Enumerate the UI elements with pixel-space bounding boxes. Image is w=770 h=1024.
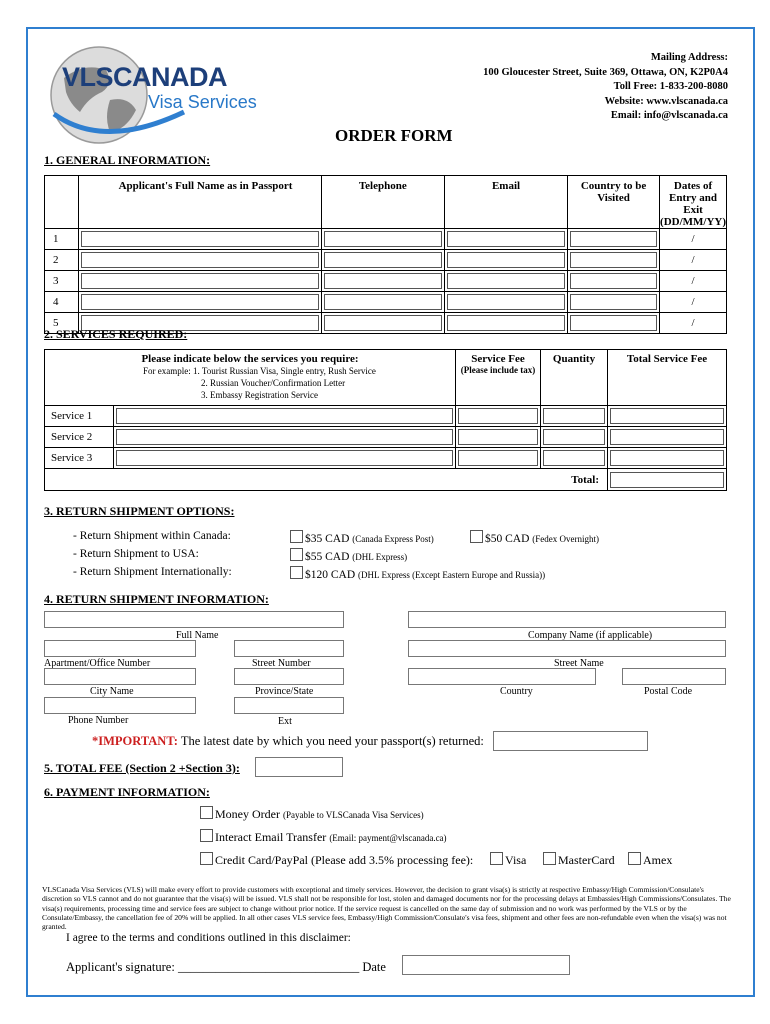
ext-field[interactable] xyxy=(234,697,344,714)
important-note: *IMPORTANT: The latest date by which you need your passport(s) returned: xyxy=(92,734,484,748)
email-input[interactable] xyxy=(447,315,565,331)
apartment-field[interactable] xyxy=(44,640,196,657)
quantity-input[interactable] xyxy=(543,450,605,466)
services-table: Please indicate below the services you require: For example: 1. Tourist Russian Visa, Single entry, Rush Service 2. Russian Voucher/Confirmation Letter 3. Embassy Registration Service Service Fee (Please include tax) Quantity Total Service Fee Service 1 Service 2 Service 3 Total: xyxy=(44,349,727,491)
full-name-field[interactable] xyxy=(44,611,344,628)
city-field[interactable] xyxy=(44,668,196,685)
fee-input[interactable] xyxy=(458,450,538,466)
telephone-input[interactable] xyxy=(324,231,442,247)
mailing-address: Mailing Address: 100 Gloucester Street, Suite 369, Ottawa, ON, K2P0A4 Toll Free: 1-833-200-8080 Website: www.vlscanada.ca Email: info@vlscanada.ca xyxy=(483,52,728,122)
section-6-heading: 6. PAYMENT INFORMATION: xyxy=(44,785,210,799)
quantity-input[interactable] xyxy=(543,408,605,424)
checkbox-usa-55[interactable] xyxy=(290,548,303,561)
signature-line: Applicant's signature: _____________________________ Date xyxy=(66,960,386,974)
country-field[interactable] xyxy=(408,668,596,685)
disclaimer: VLSCanada Visa Services (VLS) will make every effort to provide customers with exceptional and timely services. However, the decision to grant visa(s) is strictly at respective Embassy/High Commission/Consulate's discretion so VLS cannot and do not guarantee that the visa(s) will be issued. VLS shall not be responsible for lost, stolen and damaged documents nor for the processing delays at Embassies/High Commissions/Consulates. The visa(s) requirements, processing time and service fees are subject to change without prior notice. If the service request is cancelled on the same day of submission and no work was performed by the VLS or by the Consulate/Embassy, the cancellation fee of 20% will be applied. In all other cases VLS service fees, Embassy/High Commission/Consulate's visa fees, shipment and other fees are non-refundable even when the visa(s) was not granted. xyxy=(42,885,731,932)
telephone-input[interactable] xyxy=(324,252,442,268)
phone-field[interactable] xyxy=(44,697,196,714)
service-input[interactable] xyxy=(116,429,453,445)
logo-subtitle: Visa Services xyxy=(148,92,257,112)
email-input[interactable] xyxy=(447,273,565,289)
street-number-field[interactable] xyxy=(234,640,344,657)
telephone-input[interactable] xyxy=(324,273,442,289)
section-3-heading: 3. RETURN SHIPMENT OPTIONS: xyxy=(44,504,235,518)
checkbox-money-order[interactable] xyxy=(200,806,213,819)
postal-code-field[interactable] xyxy=(622,668,726,685)
checkbox-amex[interactable] xyxy=(628,852,641,865)
date-field[interactable] xyxy=(402,955,570,975)
province-field[interactable] xyxy=(234,668,344,685)
checkbox-canada-35[interactable] xyxy=(290,530,303,543)
telephone-input[interactable] xyxy=(324,315,442,331)
country-input[interactable] xyxy=(570,273,657,289)
name-input[interactable] xyxy=(81,252,319,268)
checkbox-mastercard[interactable] xyxy=(543,852,556,865)
company-field[interactable] xyxy=(408,611,726,628)
service-input[interactable] xyxy=(116,450,453,466)
total-fee-field[interactable] xyxy=(255,757,343,777)
page-title: ORDER FORM xyxy=(335,126,453,145)
checkbox-interac[interactable] xyxy=(200,829,213,842)
country-input[interactable] xyxy=(570,294,657,310)
total-input[interactable] xyxy=(610,408,724,424)
fee-input[interactable] xyxy=(458,429,538,445)
telephone-input[interactable] xyxy=(324,294,442,310)
country-input[interactable] xyxy=(570,231,657,247)
name-input[interactable] xyxy=(81,294,319,310)
name-input[interactable] xyxy=(81,273,319,289)
country-input[interactable] xyxy=(570,315,657,331)
country-input[interactable] xyxy=(570,252,657,268)
section-5-heading: 5. TOTAL FEE (Section 2 +Section 3): xyxy=(44,761,240,775)
grand-total-input[interactable] xyxy=(610,472,724,488)
general-info-table: Applicant's Full Name as in Passport Telephone Email Country to be Visited Dates of Entry and Exit (DD/MM/YY) 1 / 2 / 3 / 4 / 5 / xyxy=(44,175,727,334)
section-1-heading: 1. GENERAL INFORMATION: xyxy=(44,153,211,167)
total-input[interactable] xyxy=(610,429,724,445)
section-4-heading: 4. RETURN SHIPMENT INFORMATION: xyxy=(44,592,269,606)
return-date-field[interactable] xyxy=(493,731,648,751)
logo-brand: VLSCANADA xyxy=(62,62,228,92)
fee-input[interactable] xyxy=(458,408,538,424)
quantity-input[interactable] xyxy=(543,429,605,445)
agree-text: I agree to the terms and conditions outlined in this disclaimer: xyxy=(66,932,351,944)
service-input[interactable] xyxy=(116,408,453,424)
checkbox-credit-card[interactable] xyxy=(200,852,213,865)
email-input[interactable] xyxy=(447,252,565,268)
total-input[interactable] xyxy=(610,450,724,466)
checkbox-intl-120[interactable] xyxy=(290,566,303,579)
street-name-field[interactable] xyxy=(408,640,726,657)
checkbox-canada-50[interactable] xyxy=(470,530,483,543)
email-input[interactable] xyxy=(447,231,565,247)
name-input[interactable] xyxy=(81,231,319,247)
checkbox-visa[interactable] xyxy=(490,852,503,865)
section-2-heading: 2. SERVICES REQUIRED: xyxy=(44,327,188,341)
email-input[interactable] xyxy=(447,294,565,310)
